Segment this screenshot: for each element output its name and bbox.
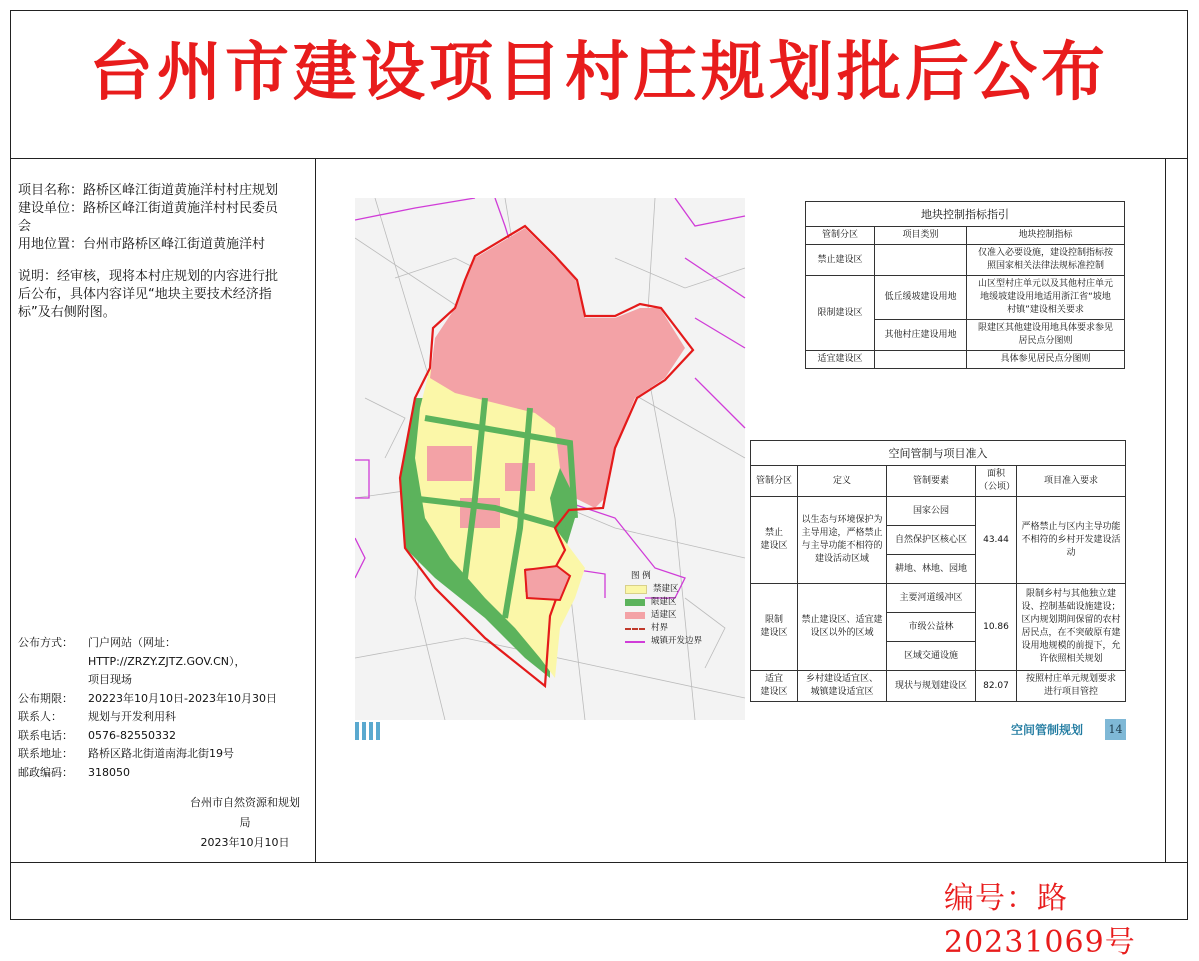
page-title: 台州市建设项目村庄规划批后公布 <box>89 36 1109 110</box>
table2-zone-restricted: 限制 建设区 <box>751 584 798 671</box>
legend-label-village-boundary: 村界 <box>651 623 669 633</box>
table2-area-prohibited: 43.44 <box>976 497 1017 584</box>
map-legend <box>625 570 702 648</box>
project-info <box>18 182 308 322</box>
period-value: 20223年10月10日-2023年10月30日 <box>88 691 277 705</box>
table2-elem-construction: 现状与规划建设区 <box>887 671 976 702</box>
method-label: 公布方式： <box>18 636 73 649</box>
table1-cat-other: 其他村庄建设用地 <box>875 320 967 351</box>
table1-index-other: 限建区其他建设用地具体要求参见 居民点分图则 <box>967 320 1125 351</box>
table1-header-zone: 管制分区 <box>806 227 875 245</box>
issue-date: 2023年10月10日 <box>200 836 290 849</box>
person-label: 联系人： <box>18 710 62 723</box>
table2-header-req: 项目准入要求 <box>1017 466 1126 497</box>
divider-right-panel <box>1165 158 1166 862</box>
table1-cat-lowhill: 低丘缓坡建设用地 <box>875 276 967 320</box>
legend-item-prohibited <box>625 583 702 596</box>
table1-empty-cell <box>875 245 967 276</box>
table2-elem-transport: 区域交通设施 <box>887 642 976 671</box>
construction-unit-cont: 会 <box>18 219 32 234</box>
note-line-3: 标”及右侧附图。 <box>18 305 116 320</box>
table1-title: 地块控制指标指引 <box>806 202 1125 227</box>
divider-bottom <box>10 862 1188 863</box>
table2-def-suitable: 乡村建设适宜区、 城镇建设适宜区 <box>798 671 887 702</box>
table2-zone-suitable: 适宜 建设区 <box>751 671 798 702</box>
table2-header-zone: 管制分区 <box>751 466 798 497</box>
legend-item-village-boundary <box>625 622 702 635</box>
legend-label-dev-boundary: 城镇开发边界 <box>651 636 703 646</box>
legend-label-restricted: 限建区 <box>651 597 677 607</box>
footer-title: 空间管制规划 <box>1011 723 1084 737</box>
table2-elem-national-park: 国家公园 <box>887 497 976 526</box>
phone-label: 联系电话： <box>18 728 73 742</box>
legend-label-prohibited: 禁建区 <box>653 584 679 594</box>
legend-label-suitable: 适建区 <box>651 610 677 620</box>
legend-line-village-boundary <box>625 628 645 630</box>
table2-req-prohibited: 严格禁止与区内主导功能 不相符的乡村开发建设活 动 <box>1017 497 1126 584</box>
table2-req-restricted: 限制乡村与其他独立建 设、控制基础设施建设； 区内规划期间保留的农村 居民点，在不突破原有建 设用地规模的前提下，允 许依照相关规划 <box>1017 584 1126 671</box>
note-line-1: 说明：经审核，现将本村庄规划的内容进行批 <box>18 269 279 284</box>
space-control-table <box>750 440 1126 702</box>
table2-header-elem: 管制要素 <box>887 466 976 497</box>
issuer-block <box>190 793 300 853</box>
project-name: 项目名称：路桥区峰江街道黄施洋村村庄规划 <box>18 183 279 198</box>
site-location: 用地位置：台州市路桥区峰江街道黄施洋村 <box>18 237 266 252</box>
address-value: 路桥区路北街道南海北街19号 <box>88 747 234 760</box>
table2-elem-farmland: 耕地、林地、园地 <box>887 555 976 584</box>
postcode-value: 318050 <box>88 765 130 779</box>
table2-elem-public-forest: 市级公益林 <box>887 613 976 642</box>
legend-swatch-restricted <box>625 599 645 606</box>
table2-header-area: 面积 （公顷） <box>976 466 1017 497</box>
postcode-label: 邮政编码： <box>18 765 73 779</box>
method-value-2: 项目现场 <box>88 673 132 686</box>
footer-bars-icon <box>355 722 385 740</box>
period-label: 公布期限： <box>18 691 73 705</box>
table1-index-prohibited: 仅准入必要设施，建设控制指标按 照国家相关法律法规标准控制 <box>967 245 1125 276</box>
legend-title: 图 例 <box>631 571 651 581</box>
legend-swatch-prohibited <box>625 585 647 594</box>
table1-header-category: 项目类别 <box>875 227 967 245</box>
legend-item-dev-boundary <box>625 635 702 648</box>
table2-req-suitable: 按照村庄单元规划要求 进行项目管控 <box>1017 671 1126 702</box>
table1-header-index: 地块控制指标 <box>967 227 1125 245</box>
table2-title: 空间管制与项目准入 <box>751 441 1126 466</box>
table2-area-suitable: 82.07 <box>976 671 1017 702</box>
control-index-table <box>805 201 1125 369</box>
address-label: 联系地址： <box>18 747 73 760</box>
legend-item-suitable <box>625 609 702 622</box>
method-value[interactable]: 门户网站（网址：HTTP://ZRZY.ZJTZ.GOV.CN）， <box>88 636 246 668</box>
legend-item-restricted <box>625 596 702 609</box>
serial-number: 编号：路20231069号 <box>944 881 1136 960</box>
contact-info <box>18 634 318 782</box>
table1-zone-suitable: 适宜建设区 <box>806 351 875 369</box>
table2-elem-nature-reserve: 自然保护区核心区 <box>887 526 976 555</box>
note-line-2: 后公布，具体内容详见“地块主要技术经济指 <box>18 287 272 302</box>
table2-header-def: 定义 <box>798 466 887 497</box>
legend-swatch-suitable <box>625 612 645 619</box>
legend-line-dev-boundary <box>625 641 645 643</box>
table2-elem-river-buffer: 主要河道缓冲区 <box>887 584 976 613</box>
table2-area-restricted: 10.86 <box>976 584 1017 671</box>
table1-index-suitable: 具体参见居民点分图则 <box>967 351 1125 369</box>
table2-def-restricted: 禁止建设区、适宜建 设区以外的区域 <box>798 584 887 671</box>
issuer-name: 台州市自然资源和规划局 <box>190 796 300 829</box>
divider-top <box>10 158 1188 159</box>
phone-value: 0576-82550332 <box>88 728 176 742</box>
table1-index-lowhill: 山区型村庄单元以及其他村庄单元 地缓坡建设用地适用浙江省“坡地 村镇”建设相关要求 <box>967 276 1125 320</box>
table1-zone-restricted: 限制建设区 <box>806 276 875 351</box>
construction-unit: 建设单位：路桥区峰江街道黄施洋村村民委员 <box>18 201 279 216</box>
table2-zone-prohibited: 禁止 建设区 <box>751 497 798 584</box>
page-number: 14 <box>1105 719 1126 740</box>
person-value: 规划与开发利用科 <box>88 710 176 723</box>
table2-def-prohibited: 以生态与环境保护为 主导用途，严格禁止 与主导功能不相符的 建设活动区域 <box>798 497 887 584</box>
table1-zone-prohibited: 禁止建设区 <box>806 245 875 276</box>
